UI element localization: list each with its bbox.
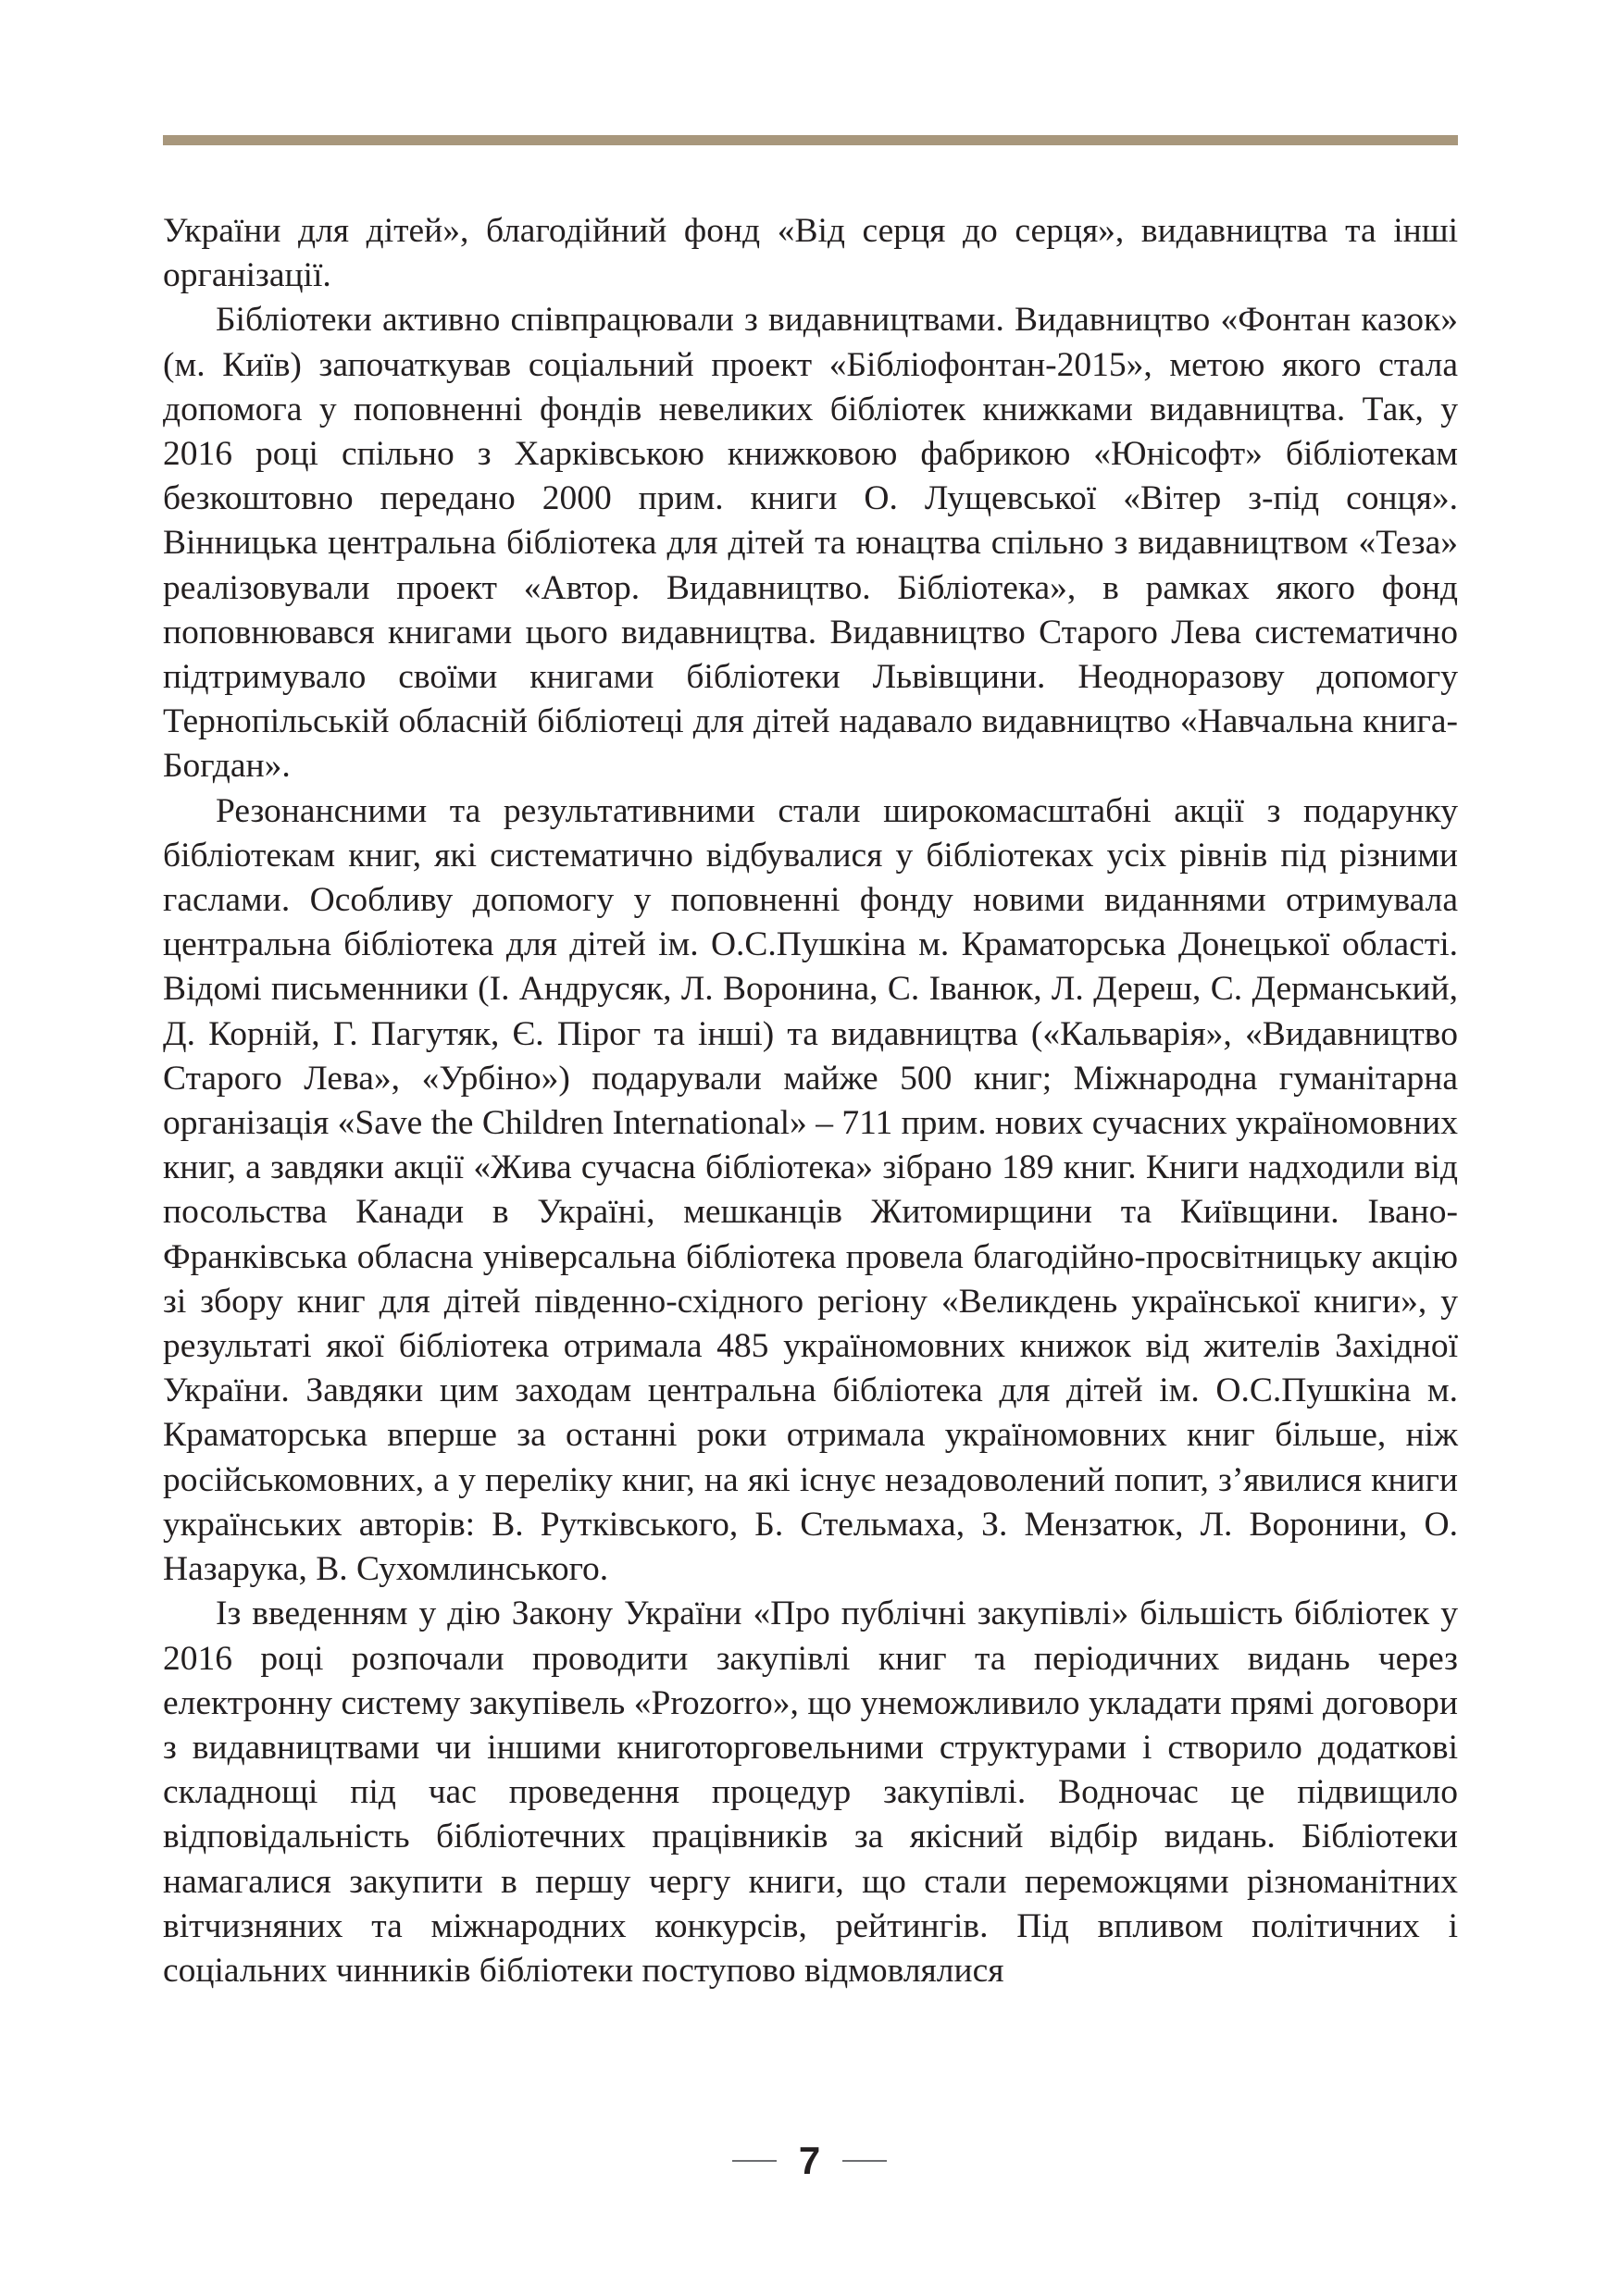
page-number: 7 (798, 2139, 821, 2182)
paragraph-procurement: Із введенням у дію Закону України «Про публічні закупівлі» більшість бібліотек у 2016 році розпочали проводити закупівлі книг та періодичних видань через електронну систему закупівель «Prozorro», що унеможливило укладати прямі договори з видавництвами чи іншими книготорговельними структурами і створило додаткові складнощі під час проведення процедур закупівлі. Водночас це підвищило відповідальність бібліотечних працівників за якісний відбір видань. Бібліотеки намагалися закупити в першу чергу книги, що стали переможцями різноманітних вітчизняних та міжнародних конкурсів, рейтингів. Під впливом політичних і соціальних чинників бібліотеки поступово відмовлялися (163, 1595, 1458, 1990)
paragraph-publishers: Бібліотеки активно співпрацювали з видавництвами. Видавництво «Фонтан казок» (м. Київ) започаткував соціальний проект «Бібліофонтан-2015», метою якого стала допомога у поповненні фондів невеликих бібліотек книжками видавництва. Так, у 2016 році спільно з Харківською книжковою фабрикою «Юнісофт» бібліотекам безкоштовно передано 2000 прим. книги О. Лущевської «Вітер з-під сонця». Вінницька центральна бібліотека для дітей та юнацтва спільно з видавництвом «Теза» реалізовували проект «Автор. Видавництво. Бібліотека», в рамках якого фонд поповнювався книгами цього видавництва. Видавництво Старого Лева систематично підтримувало своїми книгами бібліотеки Львівщини. Неодноразову допомогу Тернопільській обласній бібліотеці для дітей надавало видавництво «Навчальна книга-Богдан». (163, 301, 1458, 786)
paragraph-continuation: України для дітей», благодійний фонд «Від серця до серця», видавництва та інші організації. (163, 212, 1458, 295)
header-rule (163, 135, 1458, 145)
paragraph-book-gifts: Резонансними та результативними стали широкомасштабні акції з подарунку бібліотекам книг, які систематично відбувалися у бібліотеках усіх рівнів під різними гаслами. Особливу допомогу у поповненні фонду новими виданнями отримувала центральна бібліотека для дітей ім. О.С.Пушкіна м. Краматорська Донецької області. Відомі письменники (І. Андрусяк, Л. Воронина, С. Іванюк, Л. Дереш, С. Дерманський, Д. Корній, Г. Пагутяк, Є. Пірог та інші) та видавництва («Кальварія», «Видавництво Старого Лева», «Урбіно») подарували майже 500 книг; Міжнародна гуманітарна організація «Save the Children International» – 711 прим. нових сучасних україномовних книг, а завдяки акції «Жива сучасна бібліотека» зібрано 189 книг. Книги надходили від посольства Канади в Україні, мешканців Житомирщини та Київщини. Івано-Франківська обласна універсальна бібліотека провела благодійно-просвітницьку акцію зі збору книг для дітей південно-східного регіону «Великдень української книги», у результаті якої бібліотека отримала 485 україномовних книжок від жителів Західної України. Завдяки цим заходам центральна бібліотека для дітей ім. О.С.Пушкіна м. Краматорська вперше за останні роки отримала україномовних книг більше, ніж російськомовних, а у переліку книг, на які існує незадоволений попит, з’явилися книги українських авторів: В. Рутківського, Б. Стельмаха, З. Мензатюк, Л. Воронини, О. Назарука, В. Сухомлинського. (163, 791, 1458, 1589)
footer-dash-left (732, 2160, 777, 2162)
document-body (163, 209, 1458, 1993)
footer-dash-right (842, 2160, 887, 2162)
page-footer (0, 2136, 1619, 2186)
